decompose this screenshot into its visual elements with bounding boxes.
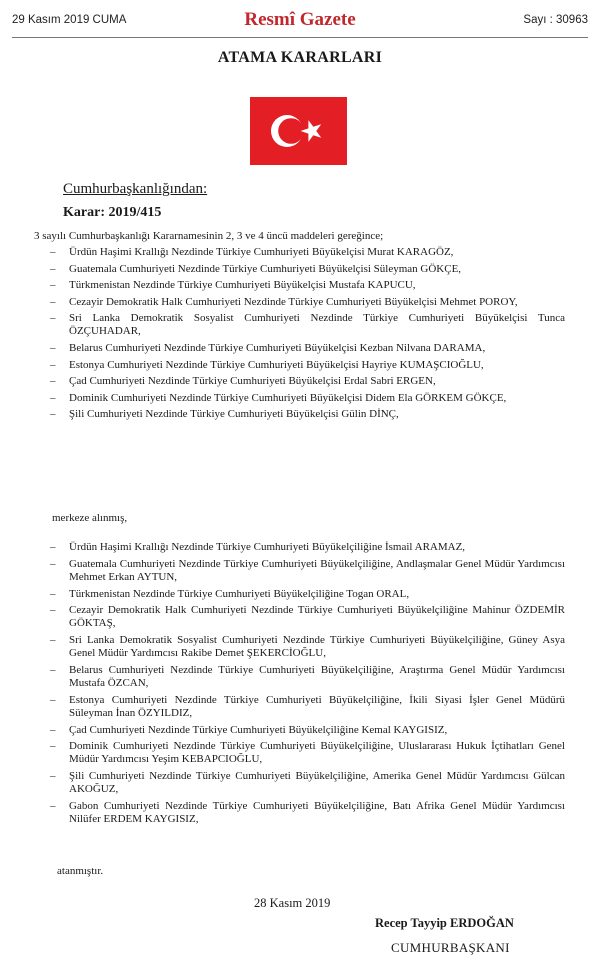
list-item-text: Sri Lanka Demokratik Sosyalist Cumhuriyeti Nezdinde Türkiye Cumhuriyeti Büyükelçiliğine, Güney Asya Genel Müdür Yardımcısı Rakibe Demet ŞEKERCİOĞLU, [69,634,565,660]
signatory-name: Recep Tayyip ERDOĞAN [375,916,514,930]
list-item [50,408,565,421]
dash-marker: – [50,693,56,706]
dash-marker: – [50,663,56,676]
list-item [50,694,565,720]
dash-marker: – [50,312,56,325]
dash-marker: – [50,634,56,647]
dash-marker: – [50,557,56,570]
list-item [50,770,565,796]
recalled-ambassadors-list [50,246,565,425]
list-item [50,312,565,338]
dash-marker: – [50,587,56,600]
decree-number: Karar: 2019/415 [63,205,162,220]
turkish-flag-icon [250,97,347,165]
list-item [50,800,565,826]
dash-marker: – [50,262,56,275]
list-item-text: Ürdün Haşimi Krallığı Nezdinde Türkiye Cumhuriyeti Büyükelçisi Murat KARAGÖZ, [69,246,454,258]
list-item [50,263,565,276]
appointed-ambassadors-list [50,541,565,830]
list-item [50,342,565,355]
list-item [50,588,565,601]
decree-intro: 3 sayılı Cumhurbaşkanlığı Kararnamesinin 2, 3 ve 4 üncü maddeleri gereğince; [34,230,384,242]
list-item [50,664,565,690]
header-date: 29 Kasım 2019 CUMA [12,14,127,26]
list-item-text: Türkmenistan Nezdinde Türkiye Cumhuriyeti Büyükelçisi Mustafa KAPUCU, [69,279,416,292]
section-title: ATAMA KARARLARI [217,49,383,66]
list-item-text: Sri Lanka Demokratik Sosyalist Cumhuriyeti Nezdinde Türkiye Cumhuriyeti Büyükelçisi Tunca ÖZÇUHADAR, [69,312,565,338]
issuing-authority: Cumhurbaşkanlığından: [63,181,208,197]
list-item-text: Dominik Cumhuriyeti Nezdinde Türkiye Cumhuriyeti Büyükelçiliğine, Uluslararası Hukuk İçtihatları Genel Müdür Yardımcısı Yeşim KEBAPCIOĞLU, [69,740,565,766]
list-item-text: Belarus Cumhuriyeti Nezdinde Türkiye Cumhuriyeti Büyükelçiliğine, Araştırma Genel Müdür Yardımcısı Mustafa ÖZCAN, [69,663,565,689]
dash-marker: – [50,295,56,308]
list-item [50,541,565,554]
list-item [50,296,565,309]
header-divider [12,37,588,38]
list-item-text: Cezayir Demokratik Halk Cumhuriyeti Nezdinde Türkiye Cumhuriyeti Büyükelçiliğine Mahinur ÖZDEMİR GÖKTAŞ, [69,604,565,630]
list-item [50,558,565,584]
dash-marker: – [50,799,56,812]
list-item [50,279,565,292]
gazette-name: Resmî Gazete [244,9,356,30]
dash-marker: – [50,740,56,753]
list-item-text: Guatemala Cumhuriyeti Nezdinde Türkiye Cumhuriyeti Büyükelçisi Süleyman GÖKÇE, [69,262,462,275]
dash-marker: – [50,375,56,388]
dash-marker: – [50,246,56,258]
list-item-text: Belarus Cumhuriyeti Nezdinde Türkiye Cumhuriyeti Büyükelçisi Kezban Nilvana DARAMA, [69,341,486,354]
list-item [50,246,565,259]
dash-marker: – [50,341,56,354]
dash-marker: – [50,770,56,783]
dash-marker: – [50,541,56,553]
list-item-text: Guatemala Cumhuriyeti Nezdinde Türkiye Cumhuriyeti Büyükelçiliğine, Andlaşmalar Genel Müdür Yardımcısı Mehmet Erkan AYTUN, [69,557,565,583]
list-item-text: Estonya Cumhuriyeti Nezdinde Türkiye Cumhuriyeti Büyükelçiliğine, İkili Siyasi İşler Genel Müdürü Süleyman İnan ÖZYILDIZ, [69,693,565,719]
signatory-title: CUMHURBAŞKANI [391,940,510,955]
list-item-text: Dominik Cumhuriyeti Nezdinde Türkiye Cumhuriyeti Büyükelçisi Didem Ela GÖRKEM GÖKÇE, [69,391,507,404]
list-item-text: Çad Cumhuriyeti Nezdinde Türkiye Cumhuriyeti Büyükelçisi Erdal Sabri ERGEN, [69,375,436,388]
list-item-text: Cezayir Demokratik Halk Cumhuriyeti Nezdinde Türkiye Cumhuriyeti Büyükelçisi Mehmet POROY, [69,295,518,308]
dash-marker: – [50,408,56,421]
dash-marker: – [50,604,56,617]
list-item [50,375,565,388]
list-item-text: Estonya Cumhuriyeti Nezdinde Türkiye Cumhuriyeti Büyükelçisi Hayriye KUMAŞCIOĞLU, [69,358,484,371]
list-item [50,634,565,660]
dash-marker: – [50,723,56,736]
list-item-text: Türkmenistan Nezdinde Türkiye Cumhuriyeti Büyükelçiliğine Togan ORAL, [69,587,410,600]
list-item-text: Şili Cumhuriyeti Nezdinde Türkiye Cumhuriyeti Büyükelçisi Gülin DİNÇ, [69,408,399,421]
gazette-header [12,7,588,37]
dash-marker: – [50,391,56,404]
dash-marker: – [50,358,56,371]
list-item [50,740,565,766]
list-item [50,724,565,737]
list-item-text: Şili Cumhuriyeti Nezdinde Türkiye Cumhuriyeti Büyükelçiliğine, Amerika Genel Müdür Yardımcısı Gülcan AKOĞUZ, [69,770,565,796]
crescent-inner [278,118,304,144]
list-item-text: Gabon Cumhuriyeti Nezdinde Türkiye Cumhuriyeti Büyükelçiliğine, Batı Afrika Genel Müdür Yardımcısı Nilüfer ERDEM KAYGISIZ, [69,799,565,825]
list-item [50,392,565,405]
recalled-closing: merkeze alınmış, [52,512,128,524]
list-item-text: Çad Cumhuriyeti Nezdinde Türkiye Cumhuriyeti Büyükelçiliğine Kemal KAYGISIZ, [69,723,448,736]
dash-marker: – [50,279,56,292]
signature-date: 28 Kasım 2019 [254,896,331,910]
list-item [50,604,565,630]
list-item [50,359,565,372]
issue-number: Sayı : 30963 [523,14,588,26]
list-item-text: Ürdün Haşimi Krallığı Nezdinde Türkiye Cumhuriyeti Büyükelçiliğine İsmail ARAMAZ, [69,541,466,553]
appointed-closing: atanmıştır. [57,865,104,877]
